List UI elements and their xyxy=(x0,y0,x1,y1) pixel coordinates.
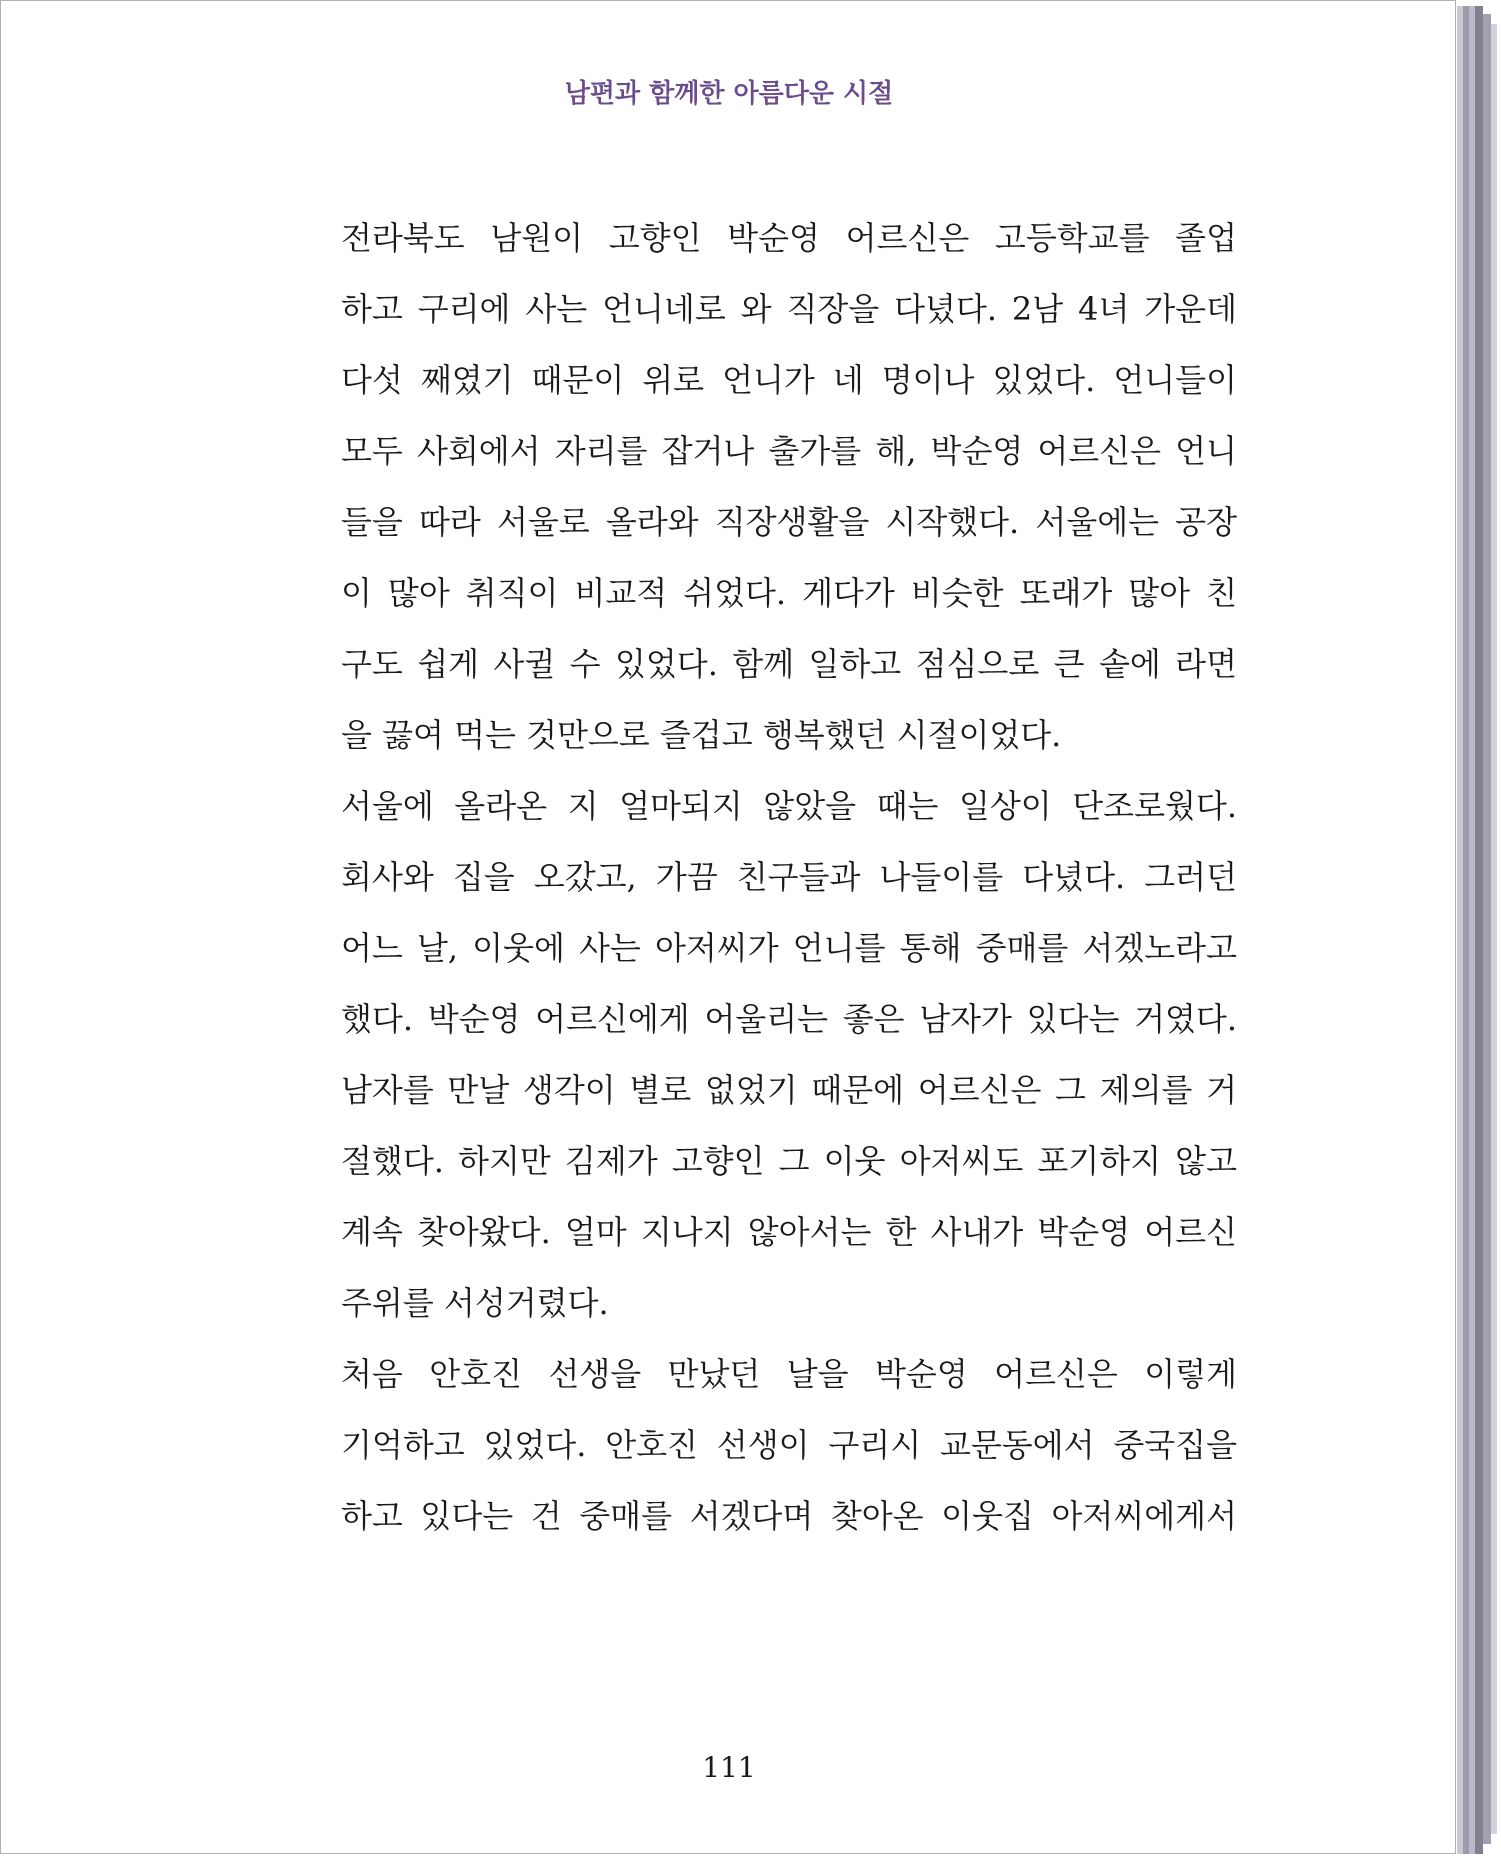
text-line: 서울에 올라온 지 얼마되지 않았을 때는 일상이 단조로웠다. xyxy=(341,787,1237,825)
page-edge xyxy=(1491,24,1497,1834)
text-line: 하고 있다는 건 중매를 서겠다며 찾아온 이웃집 아저씨에게서 xyxy=(341,1497,1237,1535)
text-line: 모두 사회에서 자리를 잡거나 출가를 해, 박순영 어르신은 언니 xyxy=(341,432,1237,470)
text-line: 절했다. 하지만 김제가 고향인 그 이웃 아저씨도 포기하지 않고 xyxy=(341,1142,1237,1180)
page-number: 111 xyxy=(702,1751,756,1784)
running-title: 남편과 함께한 아름다운 시절 xyxy=(564,79,894,109)
text-line: 했다. 박순영 어르신에게 어울리는 좋은 남자가 있다는 거였다. xyxy=(341,1000,1237,1038)
text-line: 다섯 째였기 때문이 위로 언니가 네 명이나 있었다. 언니들이 xyxy=(341,361,1237,399)
page-edge xyxy=(1483,14,1491,1844)
text-line: 남자를 만날 생각이 별로 없었기 때문에 어르신은 그 제의를 거 xyxy=(341,1071,1237,1109)
body-text xyxy=(341,203,1237,1552)
text-line: 계속 찾아왔다. 얼마 지나지 않아서는 한 사내가 박순영 어르신 xyxy=(341,1213,1237,1251)
page-edge xyxy=(1475,6,1483,1854)
text-line: 회사와 집을 오갔고, 가끔 친구들과 나들이를 다녔다. 그러던 xyxy=(341,858,1237,896)
text-line: 구도 쉽게 사귈 수 있었다. 함께 일하고 점심으로 큰 솥에 라면 xyxy=(341,645,1237,683)
text-line: 어느 날, 이웃에 사는 아저씨가 언니를 통해 중매를 서겠노라고 xyxy=(341,929,1237,967)
text-line: 처음 안호진 선생을 만났던 날을 박순영 어르신은 이렇게 xyxy=(341,1355,1237,1393)
text-line: 기억하고 있었다. 안호진 선생이 구리시 교문동에서 중국집을 xyxy=(341,1426,1237,1464)
text-line: 을 끓여 먹는 것만으로 즐겁고 행복했던 시절이었다. xyxy=(341,716,1062,754)
text-line: 들을 따라 서울로 올라와 직장생활을 시작했다. 서울에는 공장 xyxy=(341,503,1237,541)
text-line: 주위를 서성거렸다. xyxy=(341,1284,609,1322)
text-line: 전라북도 남원이 고향인 박순영 어르신은 고등학교를 졸업 xyxy=(341,219,1237,257)
text-line: 하고 구리에 사는 언니네로 와 직장을 다녔다. 2남 4녀 가운데 xyxy=(341,290,1237,328)
text-line: 이 많아 취직이 비교적 쉬었다. 게다가 비슷한 또래가 많아 친 xyxy=(341,574,1237,612)
